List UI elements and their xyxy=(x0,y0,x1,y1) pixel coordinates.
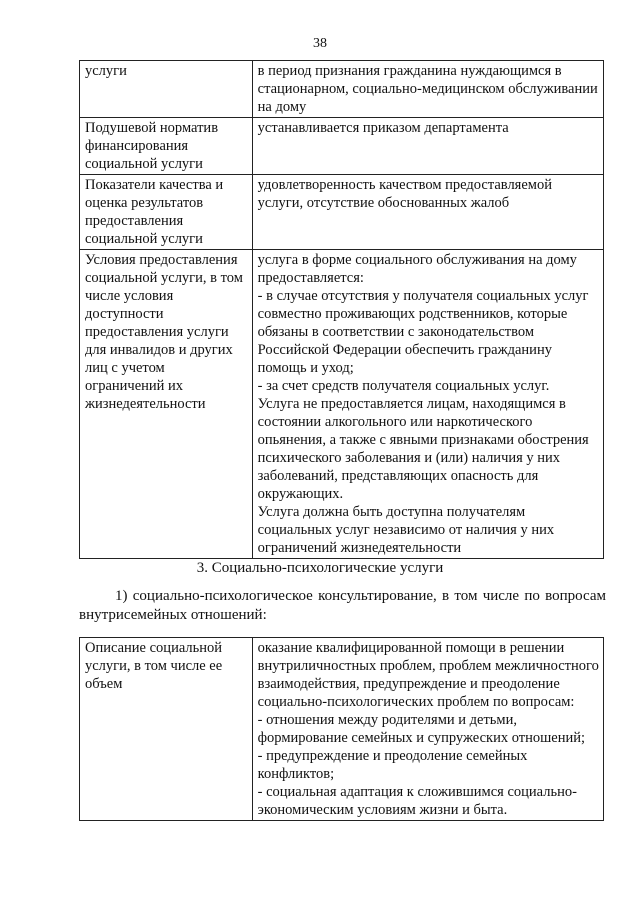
row-value-paragraph: - отношения между родителями и детьми, формирование семейных и супружеских отношений; xyxy=(257,712,586,746)
row-value-paragraph: - предупреждение и преодоление семейных конфликтов; xyxy=(257,748,528,782)
row-label: Условия предоставления социальной услуги, в том числе условия доступности предоставления услуги для инвалидов и других лиц с учетом ограничений их жизнедеятельности xyxy=(80,250,253,559)
table-row xyxy=(80,250,604,559)
row-value-paragraph: - социальная адаптация к сложившимся социально-экономическим условиям жизни и быта. xyxy=(257,784,577,818)
row-value xyxy=(252,118,603,175)
row-value-paragraph: в период признания гражданина нуждающимся в стационарном, социально-медицинском обслуживании на дому xyxy=(257,63,598,115)
row-value-paragraph: удовлетворенность качеством предоставляемой услуги, отсутствие обоснованных жалоб xyxy=(257,177,552,211)
table-row xyxy=(80,118,604,175)
section-heading: 3. Социально-психологические услуги xyxy=(196,560,444,576)
service-description-table xyxy=(79,637,604,821)
row-label: Подушевой норматив финансирования социальной услуги xyxy=(80,118,253,175)
row-label: Показатели качества и оценка результатов предоставления социальной услуги xyxy=(80,175,253,250)
row-value-paragraph: оказание квалифицированной помощи в решении внутриличностных проблем, проблем межличностного взаимодействия, предупреждение и преодоление социально-психологических проблем по вопросам: xyxy=(257,640,599,710)
table-row xyxy=(80,175,604,250)
row-value-paragraph: Услуга должна быть доступна получателям социальных услуг независимо от наличия у них ограничений жизнедеятельности xyxy=(257,504,555,556)
subsection-text: 1) социально-психологическое консультирование, в том числе по вопросам внутрисемейных отношений: xyxy=(79,588,606,623)
row-value xyxy=(252,250,603,559)
row-label: услуги xyxy=(80,61,253,118)
row-label: Описание социальной услуги, в том числе ее объем xyxy=(80,638,253,821)
table-row xyxy=(80,638,604,821)
row-value-paragraph: услуга в форме социального обслуживания на дому предоставляется: xyxy=(257,252,577,286)
row-value-paragraph: - в случае отсутствия у получателя социальных услуг совместно проживающих родственников, которые обязаны в соответствии с законодательством Российской Федерации обеспечить гражданину помощь и уход; xyxy=(257,288,589,376)
row-value-paragraph: - за счет средств получателя социальных услуг. xyxy=(257,378,550,394)
subsection-paragraph xyxy=(79,587,606,625)
row-value-paragraph: Услуга не предоставляется лицам, находящимся в состоянии алкогольного или наркотического опьянения, а также с явными признаками обострения психического заболевания и (или) наличия у них заболеваний, представляющих опасность для окружающих. xyxy=(257,396,589,502)
row-value xyxy=(252,175,603,250)
page-number: 38 xyxy=(313,36,327,51)
service-conditions-table xyxy=(79,60,604,559)
table-row xyxy=(80,61,604,118)
row-value xyxy=(252,638,603,821)
row-value-paragraph: устанавливается приказом департамента xyxy=(257,120,509,136)
row-value xyxy=(252,61,603,118)
